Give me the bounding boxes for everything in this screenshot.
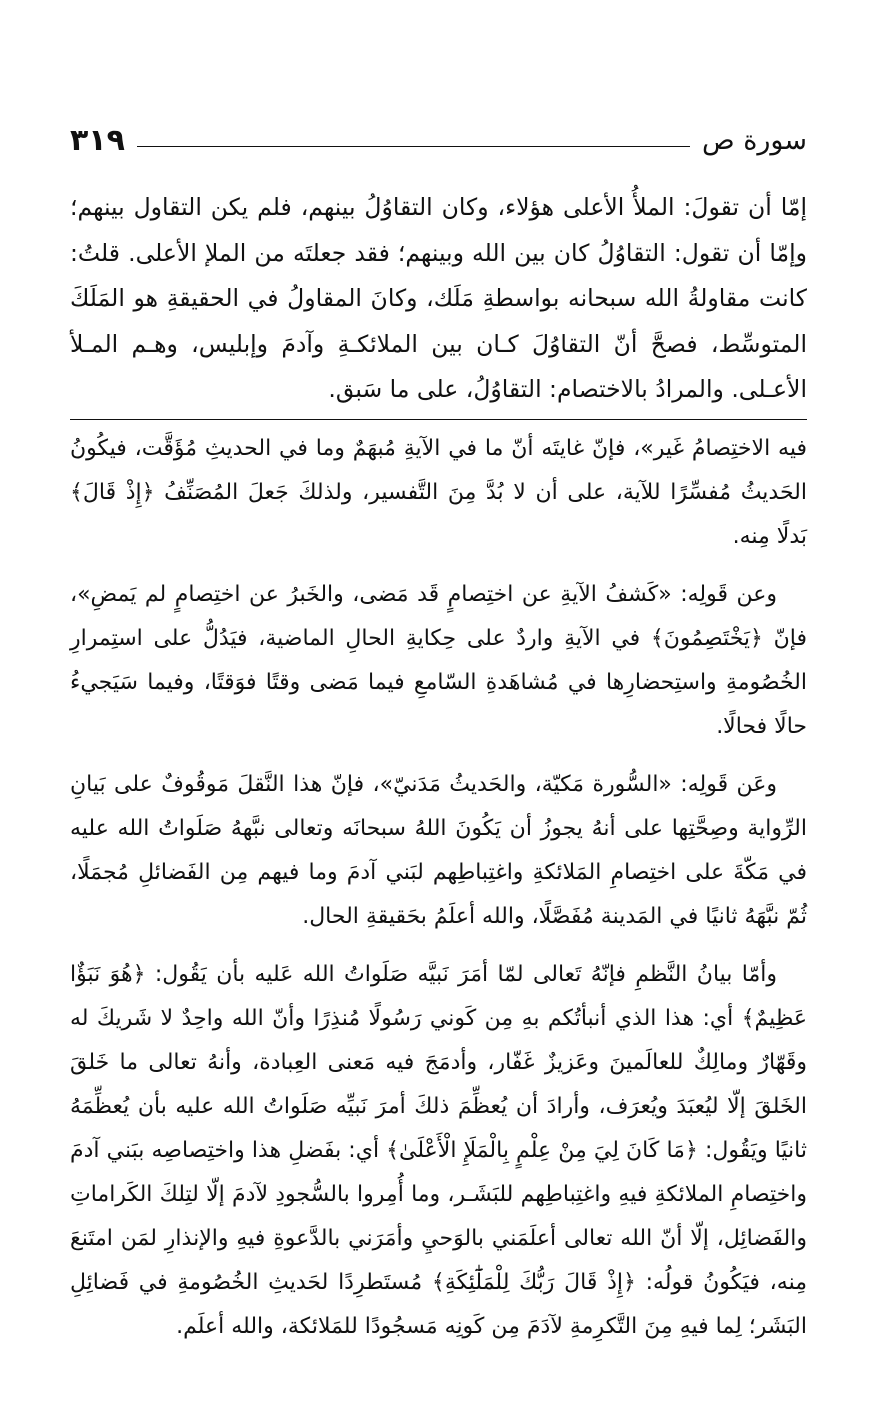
footnote-separator	[70, 419, 807, 420]
page-header	[70, 118, 807, 162]
main-text	[70, 185, 807, 413]
commentary-paragraph: وعَن قَولِه: «السُّورة مَكيّة، والحَديثُ مَدَنيّ»، فإنّ هذا النَّقلَ مَوقُوفٌ على بَيانِ الرِّواية وصِحَّتِها على أنهُ يجوزُ أن يَكُونَ اللهُ سبحانَه وتعالى نبَّههُ صَلَواتُ الله عليه في مَكّةَ على اختِصامِ المَلائكةِ واغتِباطِهم لبَني آدمَ وما فيهم مِن الفَضائلِ مُجمَلًا، ثُمّ نبَّهَهُ ثانيًا في المَدينة مُفَصَّلًا، والله أعلَمُ بحَقيقةِ الحال.	[70, 772, 807, 929]
commentary-paragraph: وأمّا بيانُ النَّظمِ فإنّهُ تَعالى لمّا أمَرَ نَبيَّه صَلَواتُ الله عَليه بأن يَقُول: ﴿هُوَ نَبَؤٌا عَظِيمٌ﴾ أي: هذا الذي أنبأتُكم بهِ مِن كَوني رَسُولًا مُنذِرًا وأنّ الله واحِدٌ لا شَريكَ له وقَهّارٌ ومالِكٌ للعالَمينَ وعَزيزٌ غَفّار، وأدمَجَ فيه مَعنى العِبادة، وأنهُ تعالى ما خَلقَ الخَلقَ إلّا ليُعبَدَ ويُعرَف، وأرادَ أن يُعظِّمَ ذلكَ أمرَ نَبيِّه صَلَواتُ الله عليه بأن يُعظِّمَهُ ثانيًا ويَقُول: ﴿مَا كَانَ لِيَ مِنْ عِلْمٍ بِالْمَلَإِ الْأَعْلَىٰ﴾ أي: بفَضلِ هذا واختِصاصِه ببَني آدمَ واختِصامِ الملائكةِ فيهِ واغتِباطِهم للبَشَـر، وما أُمِروا بالسُّجودِ لآدمَ إلّا لتِلكَ الكَراماتِ والفَضائِل، إلّا أنّ الله تعالى أعلَمَني بالوَحيِ وأمَرَني بالدَّعوةِ فيهِ والإنذارِ لمَن امتَنعَ مِنه، فيَكُونُ قولُه: ﴿إِذْ قَالَ رَبُّكَ لِلْمَلَٰٓئِكَةِ﴾ مُستَطرِدًا لحَديثِ الخُصُومةِ في فَضائِلِ البَشَر؛ لِما فيهِ مِنَ التَّكرِمةِ لآدَمَ مِن كَونِه مَسجُودًا للمَلائكة، والله أعلَم.	[70, 962, 807, 1339]
main-paragraph: إمّا أن تقولَ: الملأُ الأعلى هؤلاء، وكان التقاوُلُ بينهم، فلم يكن التقاول بينهم؛ وإمّا أن تقول: التقاوُلُ كان بين الله وبينهم؛ فقد جعلتَه من الملإ الأعلى. قلتُ: كانت مقاولةُ الله سبحانه بواسطةِ مَلَك، وكانَ المقاولُ في الحقيقةِ هو المَلَكَ المتوسِّط، فصحَّ أنّ التقاوُلَ كـان بين الملائكـةِ وآدمَ وإبليس، وهـم المـلأ الأعـلى. والمرادُ بالاختصام: التقاوُلُ، على ما سَبق.	[70, 193, 807, 403]
commentary-paragraph: فيه الاختِصامُ غَير»، فإنّ غايتَه أنّ ما في الآيةِ مُبهَمٌ وما في الحديثِ مُؤَقَّت، فيكُونُ الحَديثُ مُفسِّرًا للآية، على أن لا بُدَّ مِنَ التَّفسير، ولذلكَ جَعلَ المُصَنِّفُ ﴿إِذْ قَالَ﴾ بَدلًا مِنه.	[70, 436, 807, 549]
surah-title: سورة ص	[702, 124, 807, 156]
header-rule	[137, 146, 690, 147]
page-number: ٣١٩	[70, 122, 125, 158]
commentary-paragraph: وعن قَولِه: «كَشفُ الآيةِ عن اختِصامٍ قَد مَضى، والخَبرُ عن اختِصامٍ لم يَمضِ»، فإنّ ﴿يَخْتَصِمُونَ﴾ في الآيةِ واردٌ على حِكايةِ الحالِ الماضية، فيَدُلُّ على استِمرارِ الخُصُومةِ واستِحضارِها في مُشاهَدةِ السّامعِ فيما مَضى وقتًا فوَقتًا، وفيما سَيَجيءُ حالًا فحالًا.	[70, 582, 807, 739]
commentary-section	[70, 427, 807, 1363]
